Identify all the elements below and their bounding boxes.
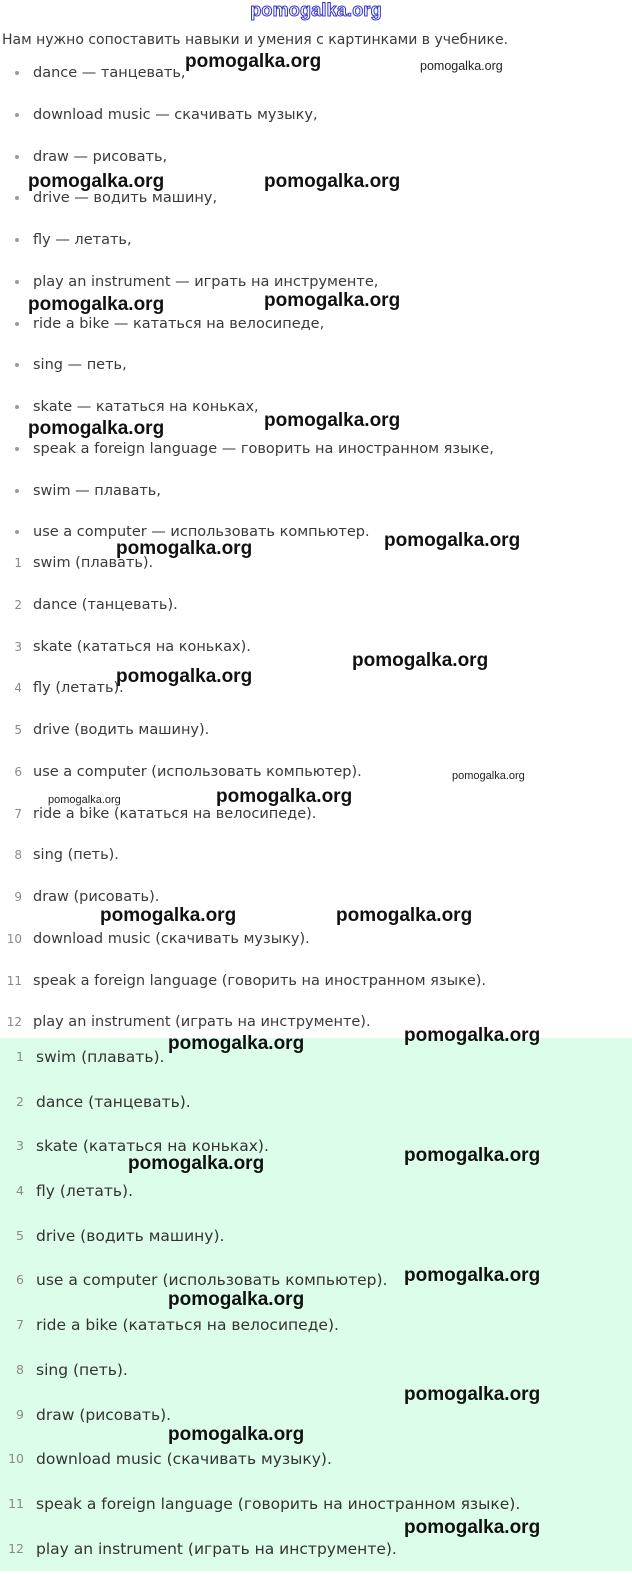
list-item: ride a bike — кататься на велосипеде,: [0, 305, 632, 347]
bullet-icon: [15, 280, 19, 284]
item-number: 4: [14, 681, 22, 696]
list-item: 4 fly (летать).: [0, 668, 632, 710]
watermark: pomogalka.org: [28, 418, 165, 439]
list-item: 6 use a computer (использовать компьютер).: [0, 1261, 632, 1306]
watermark: pomogalka.org: [28, 171, 165, 192]
list-item: sing — петь,: [0, 346, 632, 388]
watermark: pomogalka.org: [168, 1033, 305, 1054]
item-number: 10: [8, 1451, 24, 1467]
list-item: 10 download music (скачивать музыку).: [0, 919, 632, 961]
watermark: pomogalka.org: [185, 51, 322, 72]
list-item: 8 sing (петь).: [0, 835, 632, 877]
watermark: pomogalka.org: [116, 666, 253, 687]
list-item: 11 speak a foreign language (говорить на иностранном языке).: [0, 961, 632, 1003]
watermark: pomogalka.org: [264, 410, 401, 431]
watermark: pomogalka.org: [404, 1384, 541, 1405]
list-item: drive — водить машину,: [0, 179, 632, 221]
list-item: 3 skate (кататься на коньках).: [0, 627, 632, 669]
item-number: 1: [16, 1049, 24, 1064]
watermark: pomogalka.org: [404, 1517, 541, 1538]
list-item: 12 play an instrument (играть на инструменте).: [0, 1530, 632, 1574]
watermark: pomogalka.org: [452, 770, 525, 782]
list-item: 2 dance (танцевать).: [0, 1083, 632, 1128]
watermark: pomogalka.org: [168, 1289, 305, 1310]
item-number: 5: [14, 723, 22, 737]
watermark: pomogalka.org: [384, 530, 521, 551]
list-item: fly — летать,: [0, 221, 632, 263]
list-item: 12 play an instrument (играть на инструменте).: [0, 1002, 632, 1044]
list-item: 5 drive (водить машину).: [0, 710, 632, 752]
bullet-icon: [15, 530, 19, 534]
item-number: 12: [6, 1015, 22, 1030]
item-number: 10: [6, 931, 22, 946]
matching-list: [0, 543, 632, 1044]
item-number: 6: [14, 764, 22, 779]
item-number: 2: [16, 1093, 24, 1109]
item-number: 11: [6, 973, 22, 988]
list-item: 1 swim (плавать).: [0, 543, 632, 585]
list-item: 1 swim (плавать).: [0, 1038, 632, 1083]
item-number: 2: [14, 597, 22, 612]
watermark: pomogalka.org: [404, 1025, 541, 1046]
watermark: pomogalka.org: [128, 1153, 265, 1174]
item-number: 7: [16, 1317, 24, 1333]
item-number: 7: [14, 806, 22, 821]
watermark: pomogalka.org: [420, 59, 503, 73]
item-number: 6: [16, 1272, 24, 1288]
item-number: 9: [14, 890, 22, 904]
watermark: pomogalka.org: [168, 1424, 305, 1445]
bullet-icon: [15, 447, 19, 451]
list-item: 11 speak a foreign language (говорить на иностранном языке).: [0, 1485, 632, 1530]
list-item: download music — скачивать музыку,: [0, 96, 632, 138]
watermark: pomogalka.org: [336, 905, 473, 926]
list-item: play an instrument — играть на инструменте,: [0, 263, 632, 305]
bullet-icon: [15, 196, 19, 200]
item-number: 11: [8, 1495, 24, 1511]
bullet-icon: [15, 363, 19, 367]
bullet-icon: [15, 155, 19, 159]
bullet-icon: [15, 489, 19, 493]
watermark: pomogalka.org: [264, 171, 401, 192]
bullet-icon: [15, 322, 19, 326]
watermark: pomogalka.org: [264, 290, 401, 311]
item-number: 5: [16, 1227, 24, 1243]
watermark: pomogalka.org: [404, 1145, 541, 1166]
bullet-icon: [15, 405, 19, 409]
list-item: 5 drive (водить машину).: [0, 1217, 632, 1262]
watermark: pomogalka.org: [100, 905, 237, 926]
watermark: pomogalka.org: [352, 650, 489, 671]
watermark: pomogalka.org: [28, 294, 165, 315]
list-item: 7 ride a bike (кататься на велосипеде).: [0, 794, 632, 836]
list-item: 3 skate (кататься на коньках).: [0, 1127, 632, 1172]
watermark: pomogalka.org: [48, 794, 121, 806]
item-number: 9: [16, 1406, 24, 1422]
list-item: 10 download music (скачивать музыку).: [0, 1440, 632, 1485]
bullet-icon: [15, 238, 19, 242]
item-number: 3: [14, 639, 22, 654]
item-number: 3: [16, 1138, 24, 1154]
list-item: skate — кататься на коньках,: [0, 388, 632, 430]
watermark: pomogalka.org: [216, 786, 353, 807]
watermark: pomogalka.org: [404, 1265, 541, 1286]
intro-text: Нам нужно сопоставить навыки и умения с картинками в учебнике.: [2, 32, 509, 48]
list-item: 9 draw (рисовать).: [0, 877, 632, 919]
vocabulary-list: [0, 54, 632, 555]
item-number: 8: [14, 848, 22, 863]
list-item: 7 ride a bike (кататься на велосипеде).: [0, 1306, 632, 1351]
list-item: draw — рисовать,: [0, 138, 632, 180]
list-item: 8 sing (петь).: [0, 1351, 632, 1396]
bullet-icon: [15, 113, 19, 117]
item-number: 4: [16, 1183, 24, 1199]
watermark: pomogalka.org: [116, 538, 253, 559]
item-number: 12: [8, 1540, 24, 1556]
list-item: 6 use a computer (использовать компьютер).: [0, 752, 632, 794]
list-item: dance — танцевать,: [0, 54, 632, 96]
list-item: 4 fly (летать).: [0, 1172, 632, 1217]
item-number: 1: [14, 556, 22, 570]
answer-block: [0, 1038, 632, 1571]
item-number: 8: [16, 1361, 24, 1377]
bullet-icon: [15, 71, 19, 75]
answer-list: [0, 1038, 632, 1574]
list-item: swim — плавать,: [0, 472, 632, 514]
site-title: pomogalka.org: [250, 0, 382, 20]
list-item: use a computer — использовать компьютер.: [0, 513, 632, 555]
list-item: 2 dance (танцевать).: [0, 585, 632, 627]
list-item: speak a foreign language — говорить на иностранном языке,: [0, 430, 632, 472]
list-item: 9 draw (рисовать).: [0, 1396, 632, 1441]
